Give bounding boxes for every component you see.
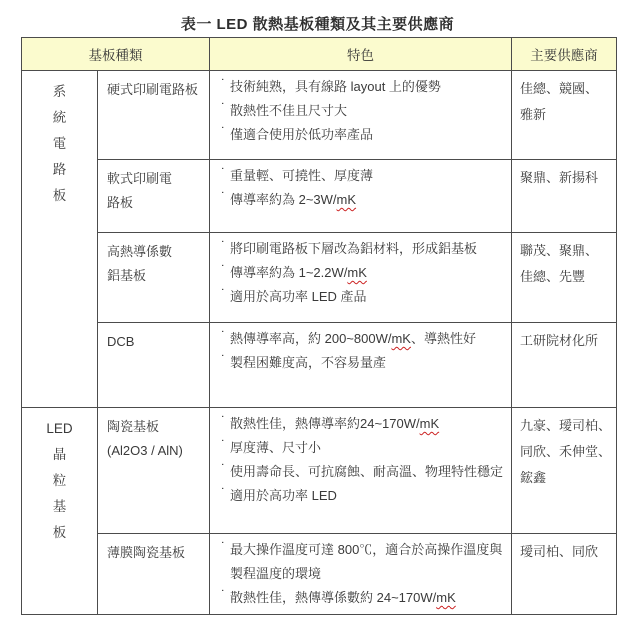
bullet-dot-icon: ˙ — [221, 461, 226, 477]
feature-text: 散熱性佳，熱傳導係數約 24~170W/ — [230, 590, 437, 605]
category-char: 電 — [52, 136, 67, 151]
supplier-line: 同欣、禾伸堂、 — [520, 444, 612, 459]
feature-line — [220, 327, 503, 351]
category-cell-system-circuit-board — [22, 71, 98, 408]
led-substrate-table — [21, 37, 617, 615]
feature-text: 散熱性不佳且尺寸大 — [230, 103, 348, 118]
table-title: 表一 LED 散熱基板種類及其主要供應商 — [180, 16, 455, 33]
bullet-dot-icon: ˙ — [221, 437, 226, 453]
feature-text: 散熱性佳，熱傳導率約24~170W/ — [230, 416, 420, 431]
suppliers-cell — [512, 71, 617, 160]
supplier-line: 鋐鑫 — [520, 470, 547, 485]
feature-text: 將印刷電路板下層改為鋁材料，形成鋁基板 — [230, 241, 478, 256]
suppliers-cell — [512, 534, 617, 615]
feature-spellcheck-text: mK — [336, 192, 357, 207]
category-char: LED — [46, 421, 73, 436]
features-cell — [210, 534, 512, 615]
bullet-dot-icon: ˙ — [221, 413, 226, 429]
feature-spellcheck-text: mK — [347, 265, 367, 280]
feature-line — [220, 538, 503, 586]
supplier-line: 雅新 — [520, 107, 547, 122]
type-line: (Al2O3 / AlN) — [107, 443, 183, 458]
feature-line — [220, 412, 503, 436]
type-line: DCB — [107, 334, 135, 349]
supplier-line: 工研院材化所 — [520, 333, 599, 348]
feature-text: 使用壽命長、可抗腐蝕、耐高溫、物理特性穩定 — [230, 464, 504, 479]
feature-line — [220, 261, 503, 285]
feature-line — [220, 237, 503, 261]
feature-spellcheck-text: mK — [419, 416, 440, 431]
category-char: 路 — [52, 162, 67, 177]
features-cell — [210, 233, 512, 323]
table-row-rigid-pcb — [22, 71, 617, 160]
bullet-dot-icon: ˙ — [221, 189, 226, 205]
category-char: 系 — [52, 84, 67, 99]
feature-line — [220, 351, 503, 375]
feature-text: 適用於高功率 LED — [230, 488, 337, 503]
category-char: 晶 — [52, 447, 67, 462]
supplier-line: 佳總、先豐 — [520, 269, 586, 284]
bullet-dot-icon: ˙ — [221, 328, 226, 344]
feature-text: 熱傳導率高，約 200~800W/ — [230, 331, 392, 346]
table-row-aluminum-substrate — [22, 233, 617, 323]
category-char: 板 — [52, 188, 67, 203]
bullet-dot-icon: ˙ — [221, 286, 226, 302]
bullet-dot-icon: ˙ — [221, 238, 226, 254]
feature-line — [220, 164, 503, 188]
table-row-ceramic-substrate — [22, 408, 617, 534]
feature-text: 傳導率約為 1~2.2W/ — [230, 265, 348, 280]
bullet-dot-icon: ˙ — [221, 165, 226, 181]
feature-line — [220, 285, 503, 309]
bullet-dot-icon: ˙ — [221, 587, 226, 603]
type-line: 鋁基板 — [107, 268, 147, 283]
suppliers-cell — [512, 408, 617, 534]
type-line: 硬式印刷電路板 — [107, 82, 199, 97]
category-char: 板 — [52, 525, 67, 540]
type-line: 薄膜陶瓷基板 — [107, 545, 186, 560]
type-line: 陶瓷基板 — [107, 419, 160, 434]
supplier-line: 九豪、璦司柏、 — [520, 418, 612, 433]
feature-line — [220, 460, 503, 484]
feature-text: 、導熱性好 — [410, 331, 476, 346]
features-cell — [210, 323, 512, 408]
feature-text: 最大操作溫度可達 800℃，適合於高操作溫度與 製程溫度的環境 — [230, 542, 503, 581]
supplier-line: 聚鼎、新揚科 — [520, 170, 599, 185]
supplier-line: 聯茂、聚鼎、 — [520, 243, 599, 258]
bullet-dot-icon: ˙ — [221, 100, 226, 116]
category-cell-led-die-substrate — [22, 408, 98, 615]
type-cell — [98, 233, 210, 323]
bullet-dot-icon: ˙ — [221, 352, 226, 368]
feature-text: 傳導率約為 2~3W/ — [230, 192, 337, 207]
feature-text: 重量輕、可撓性、厚度薄 — [230, 168, 374, 183]
table-row-thin-film-ceramic — [22, 534, 617, 615]
suppliers-cell — [512, 323, 617, 408]
type-cell — [98, 408, 210, 534]
feature-line — [220, 436, 503, 460]
feature-line — [220, 99, 503, 123]
category-char: 統 — [52, 110, 67, 125]
table-row-flexible-pcb — [22, 160, 617, 233]
type-line: 路板 — [107, 195, 134, 210]
header-row — [22, 38, 617, 71]
feature-line — [220, 586, 503, 610]
feature-text: 技術純熟，具有線路 layout 上的優勢 — [230, 79, 441, 94]
suppliers-cell — [512, 233, 617, 323]
category-char: 基 — [52, 499, 67, 514]
header-features: 特色 — [210, 38, 512, 71]
type-line: 高熱導係數 — [107, 244, 173, 259]
feature-text: 製程困難度高，不容易量產 — [230, 355, 387, 370]
header-suppliers: 主要供應商 — [512, 38, 617, 71]
feature-spellcheck-text: mK — [436, 590, 456, 605]
header-substrate-type: 基板種類 — [22, 38, 210, 71]
feature-spellcheck-text: mK — [391, 331, 411, 346]
bullet-dot-icon: ˙ — [221, 124, 226, 140]
bullet-dot-icon: ˙ — [221, 76, 226, 92]
suppliers-cell — [512, 160, 617, 233]
features-cell — [210, 408, 512, 534]
type-line: 軟式印刷電 — [107, 171, 173, 186]
type-cell — [98, 323, 210, 408]
feature-text: 厚度薄、尺寸小 — [230, 440, 322, 455]
features-cell — [210, 160, 512, 233]
bullet-dot-icon: ˙ — [221, 262, 226, 278]
feature-line — [220, 75, 503, 99]
bullet-dot-icon: ˙ — [221, 539, 226, 555]
type-cell — [98, 534, 210, 615]
supplier-line: 璦司柏、同欣 — [520, 544, 599, 559]
feature-text: 適用於高功率 LED 產品 — [230, 289, 367, 304]
feature-text: 僅適合使用於低功率產品 — [230, 127, 374, 142]
feature-line — [220, 188, 503, 212]
supplier-line: 佳總、競國、 — [520, 81, 599, 96]
feature-line — [220, 123, 503, 147]
bullet-dot-icon: ˙ — [221, 485, 226, 501]
table-row-dcb — [22, 323, 617, 408]
type-cell — [98, 160, 210, 233]
category-char: 粒 — [52, 473, 67, 488]
type-cell — [98, 71, 210, 160]
feature-line — [220, 484, 503, 508]
features-cell — [210, 71, 512, 160]
